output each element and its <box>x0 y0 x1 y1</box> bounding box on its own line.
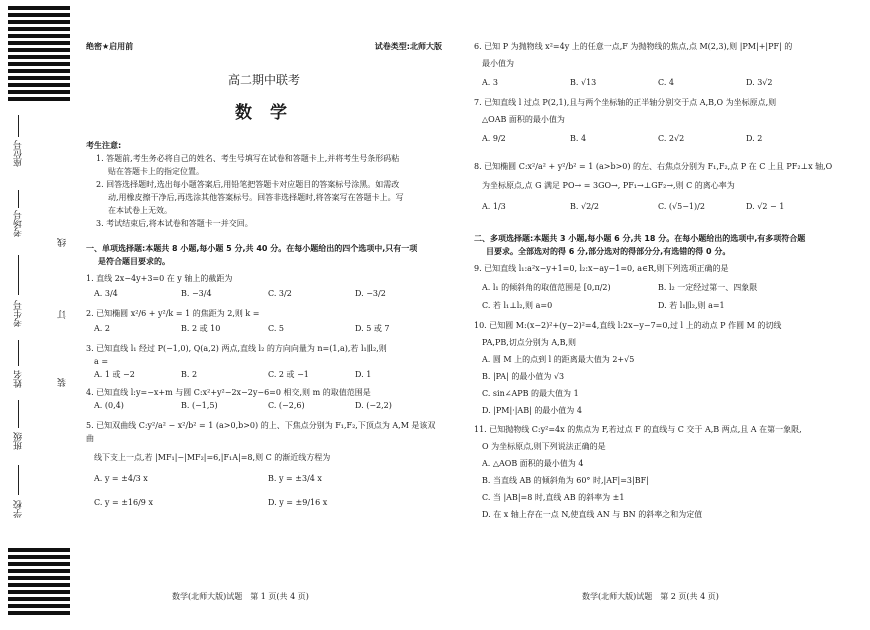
subject-title: 数 学 <box>235 103 293 123</box>
option: C. 3/2 <box>268 289 292 298</box>
footer-page-two: 数学(北师大版)试题 第 2 页(共 4 页) <box>582 592 719 601</box>
option: A. △AOB 面积的最小值为 4 <box>482 459 584 468</box>
secret-label: 绝密★启用前 <box>86 42 134 51</box>
option: C. 若 l₁⊥l₂,则 a=0 <box>482 301 553 310</box>
option: D. √2 − 1 <box>746 202 785 211</box>
option: A. 3 <box>482 78 498 87</box>
seat-number-label: 座位号 <box>14 140 24 167</box>
option: C. y = ±16/9 x <box>94 498 153 507</box>
binding-mark-bind: 装 <box>58 378 68 387</box>
option: B. 2 或 10 <box>181 324 221 333</box>
candidate-number-label: 考生号 <box>14 300 24 327</box>
question-5: 5. 已知双曲线 C:y²/a² − x²/b² = 1 (a>0,b>0) 的上、下焦点分别为 F₁,F₂,下顶点为 A,M 是该双曲 线下支上一点,若 |MF₁|−|MF₂|=6,|F₁A|=8,则 C 的渐近线方程为 A. y = ±4/3 x B. y = ±3/4 x C. y = ±16/9 x D. y = ±9/16 x <box>86 419 442 510</box>
option: D. (−2,2) <box>355 401 392 410</box>
option: C. (−2,6) <box>268 401 305 410</box>
option: B. |PA| 的最小值为 √3 <box>482 372 565 381</box>
school-label: 学校 <box>14 500 24 518</box>
option: D. 1 <box>355 370 372 379</box>
option: D. −3/2 <box>355 289 386 298</box>
binding-stripes-top <box>8 6 70 104</box>
notice-line: 1. 答题前,考生务必将自己的姓名、考生号填写在试卷和答题卡上,并将考生号条形码粘 <box>96 154 400 163</box>
binding-mark-staple: 订 <box>58 310 68 319</box>
option: A. 3/4 <box>94 289 118 298</box>
option: C. (√5−1)/2 <box>658 202 705 211</box>
option: A. 9/2 <box>482 134 506 143</box>
option: C. 4 <box>658 78 675 87</box>
notice-title: 考生注意: <box>86 141 122 150</box>
option: D. |PM|·|AB| 的最小值为 4 <box>482 406 582 415</box>
page-two <box>474 40 834 521</box>
notice-block <box>86 139 442 230</box>
option: B. √13 <box>570 78 597 87</box>
binding-stripes-bottom <box>8 548 70 618</box>
question-3: 3. 已知直线 l₁ 经过 P(−1,0), Q(a,2) 两点,直线 l₂ 的方向向量为 n=(1,a),若 l₁∥l₂,则 a = A. 1 或 −2 B. 2 C. 2 或 −1 D. 1 <box>86 342 442 382</box>
paper-type-label: 试卷类型:北师大版 <box>374 42 442 51</box>
question-8: 8. 已知椭圆 C:x²/a² + y²/b² = 1 (a>b>0) 的左、右焦点分别为 F₁,F₂,点 P 在 C 上且 PF₂⊥x 轴,O 为坐标原点,点 G 满足 PO→ = 3GO→, PF₁→⊥GF₂→,则 C 的离心率为 A. 1/3 B. √2/2 C. (√5−1)/2 D. √2 − 1 <box>474 160 834 214</box>
option: C. sin∠APB 的最大值为 1 <box>482 389 579 398</box>
option: C. 5 <box>268 324 285 333</box>
notice-line: 贴在答题卡上的指定位置。 <box>108 167 204 176</box>
question-4: 4. 已知直线 l:y=−x+m 与圆 C:x²+y²−2x−2y−6=0 相交,则 m 的取值范围是 A. (0,4) B. (−1,5) C. (−2,6) D. (−2,2) <box>86 386 442 413</box>
option: A. (0,4) <box>94 401 124 410</box>
question-11: 11. 已知抛物线 C:y²=4x 的焦点为 F,若过点 F 的直线与 C 交于 A,B 两点,且 A 在第一象限, O 为坐标原点,则下列说法正确的是 A. △AOB 面积的最小值为 4 B. 当直线 AB 的倾斜角为 60° 时,|AF|=3|BF| C. 当 |AB|=8 时,直线 AB 的斜率为 ±1 D. 在 x 轴上存在一点 N,使直线 AN 与 BN 的斜率之和为定值 <box>474 423 834 521</box>
question-1: 1. 直线 2x−4y+3=0 在 y 轴上的截距为 A. 3/4 B. −3/4 C. 3/2 D. −3/2 <box>86 272 442 301</box>
option: B. l₂ 一定经过第一、四象限 <box>658 283 758 292</box>
notice-line: 动,用橡皮擦干净后,再选涂其他答案标号。回答非选择题时,将答案写在答题卡上。写 <box>108 193 404 202</box>
question-7: 7. 已知直线 l 过点 P(2,1),且与两个坐标轴的正半轴分别交于点 A,B,O 为坐标原点,则 △OAB 面积的最小值为 A. 9/2 B. 4 C. 2√2 D. 2 <box>474 96 834 146</box>
option: B. √2/2 <box>570 202 599 211</box>
section-one-header: 一、单项选择题:本题共 8 小题,每小题 5 分,共 40 分。在每小题给出的四个选项中,只有一项 是符合题目要求的。 <box>86 244 418 266</box>
option: D. 在 x 轴上存在一点 N,使直线 AN 与 BN 的斜率之和为定值 <box>482 510 703 519</box>
option: D. 若 l₁∥l₂,则 a=1 <box>658 301 725 310</box>
option: B. 2 <box>181 370 198 379</box>
option: C. 2√2 <box>658 134 685 143</box>
option: B. 当直线 AB 的倾斜角为 60° 时,|AF|=3|BF| <box>482 476 649 485</box>
option: A. y = ±4/3 x <box>94 474 148 483</box>
option: C. 2 或 −1 <box>268 370 309 379</box>
option: A. l₁ 的倾斜角的取值范围是 [0,π/2) <box>482 283 611 292</box>
footer-page-one: 数学(北师大版)试题 第 1 页(共 4 页) <box>172 592 309 601</box>
page-one <box>86 40 442 510</box>
option: D. 5 或 7 <box>355 324 390 333</box>
option: A. 1 或 −2 <box>94 370 135 379</box>
class-label: 班级 <box>14 432 24 450</box>
option: B. y = ±3/4 x <box>268 474 322 483</box>
option: D. 2 <box>746 134 763 143</box>
question-2: 2. 已知椭圆 x²/6 + y²/k = 1 的焦距为 2,则 k = A. 2 B. 2 或 10 C. 5 D. 5 或 7 <box>86 307 442 336</box>
option: A. 圆 M 上的点到 l 的距离最大值为 2+√5 <box>482 355 635 364</box>
binding-mark-line: 线 <box>58 238 68 247</box>
question-10: 10. 已知圆 M:(x−2)²+(y−2)²=4,直线 l:2x−y−7=0,过 l 上的动点 P 作圆 M 的切线 PA,PB,切点分别为 A,B,则 A. 圆 M 上的点到 l 的距离最大值为 2+√5 B. |PA| 的最小值为 √3 C. sin∠APB 的最大值为 1 D. |PM|·|AB| 的最小值为 4 <box>474 319 834 417</box>
question-6: 6. 已知 P 为抛物线 x²=4y 上的任意一点,F 为抛物线的焦点,点 M(2,3),则 |PM|+|PF| 的 最小值为 A. 3 B. √13 C. 4 D. 3√2 <box>474 40 834 90</box>
notice-line: 2. 回答选择题时,选出每小题答案后,用铅笔把答题卡对应题目的答案标号涂黑。如需改 <box>96 180 400 189</box>
name-label: 姓名 <box>14 370 24 388</box>
question-9: 9. 已知直线 l₁:a²x−y+1=0, l₂:x−ay−1=0, a∈R,则下列选项正确的是 A. l₁ 的倾斜角的取值范围是 [0,π/2) B. l₂ 一定经过第一、四象限 C. 若 l₁⊥l₂,则 a=0 D. 若 l₁∥l₂,则 a=1 <box>474 262 834 313</box>
notice-line: 3. 考试结束后,将本试卷和答题卡一并交回。 <box>96 219 253 228</box>
section-two-header: 二、多项选择题:本题共 3 小题,每小题 6 分,共 18 分。在每小题给出的选项中,有多项符合题 目要求。全部选对的得 6 分,部分选对的得部分分,有选错的得 0 分。 <box>474 234 806 256</box>
option: D. y = ±9/16 x <box>268 498 328 507</box>
notice-line: 在本试卷上无效。 <box>108 206 172 215</box>
option: B. −3/4 <box>181 289 212 298</box>
option: A. 2 <box>94 324 110 333</box>
option: D. 3√2 <box>746 78 773 87</box>
exam-title: 高二期中联考 <box>227 73 300 87</box>
option: B. (−1,5) <box>181 401 218 410</box>
option: A. 1/3 <box>482 202 506 211</box>
option: B. 4 <box>570 134 587 143</box>
exam-room-label: 考场号 <box>14 210 24 237</box>
option: C. 当 |AB|=8 时,直线 AB 的斜率为 ±1 <box>482 493 625 502</box>
